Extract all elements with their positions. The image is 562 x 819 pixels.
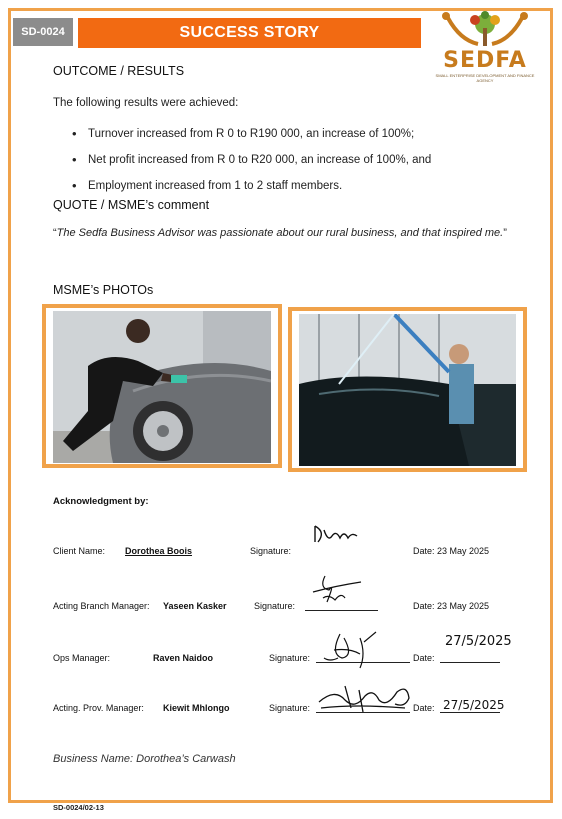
results-list (72, 126, 431, 204)
signature-label: Signature: (269, 653, 311, 663)
outcome-intro: The following results were achieved: (53, 97, 239, 109)
handwritten-date-ops: 27/5/2025 (445, 634, 512, 649)
date-label: Date: (413, 703, 435, 713)
business-name: Business Name: Dorothea’s Carwash (53, 753, 236, 765)
photos-heading: MSME’s PHOTOs (53, 283, 154, 297)
signature-label: Signature: (254, 601, 296, 611)
signature-label: Signature: (269, 703, 311, 713)
role-label: Ops Manager: (53, 653, 111, 663)
handwritten-signature-prov-manager (315, 678, 415, 720)
role-label: Acting Branch Manager: (53, 601, 150, 611)
person-name: Kiewit Mhlongo (163, 703, 230, 713)
photo-man-washing-car (299, 314, 516, 466)
page-title-banner: SUCCESS STORY (78, 18, 421, 48)
quote-open-mark: “ (53, 227, 57, 239)
list-item: • Employment increased from 1 to 2 staff members. (72, 178, 431, 204)
quote-heading: QUOTE / MSME’s comment (53, 198, 210, 212)
document-code-badge: SD-0024 (13, 18, 73, 46)
photo-woman-cleaning-car (53, 311, 271, 463)
handwritten-signature-client (312, 522, 360, 548)
tree-people-logo-icon (430, 10, 540, 50)
handwritten-signature-branch-manager (305, 572, 365, 612)
quote-text: The Sedfa Business Advisor was passionate about our rural business, and that inspired me. (56, 227, 504, 239)
signature-label: Signature: (250, 546, 292, 556)
logo-wordmark: SEDFA (443, 48, 527, 73)
date-line (440, 662, 500, 663)
outcome-heading: OUTCOME / RESULTS (53, 64, 185, 78)
logo-subtext: SMALL ENTERPRISE DEVELOPMENT AND FINANCE AGENCY (435, 73, 535, 83)
sedfa-logo (430, 10, 540, 85)
handwritten-date-prov: 27/5/2025 (443, 698, 505, 712)
handwritten-signature-ops-manager (320, 628, 380, 676)
acknowledgment-title: Acknowledgment by: (53, 496, 149, 507)
date-value: Date: 23 May 2025 (413, 546, 490, 556)
person-name: Yaseen Kasker (163, 601, 227, 611)
list-item: • Net profit increased from R 0 to R20 000, an increase of 100%, and (72, 152, 431, 178)
role-label: Acting. Prov. Manager: (53, 703, 144, 713)
person-name: Raven Naidoo (153, 653, 214, 663)
role-label: Client Name: (53, 546, 106, 556)
person-name: Dorothea Boois (125, 546, 193, 556)
list-item: • Turnover increased from R 0 to R190 000, an increase of 100%; (72, 126, 431, 152)
footer-doc-code: SD-0024/02-13 (53, 803, 104, 812)
date-line (440, 712, 500, 713)
date-value: Date: 23 May 2025 (413, 601, 490, 611)
msme-quote (53, 226, 508, 241)
quote-close-mark: ” (503, 227, 507, 239)
date-label: Date: (413, 653, 435, 663)
